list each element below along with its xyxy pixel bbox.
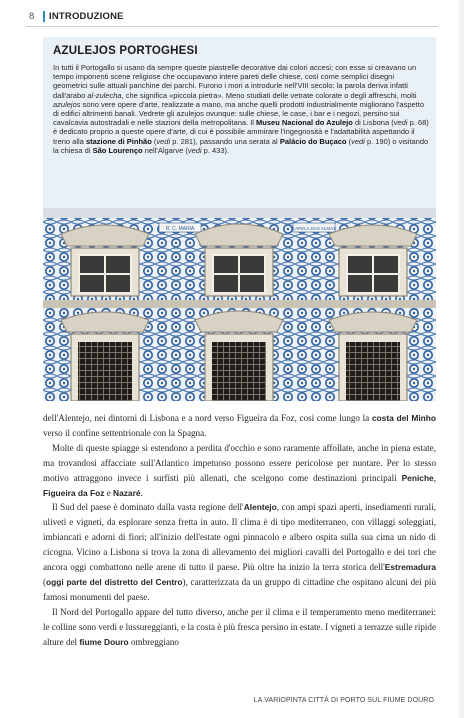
paragraph-2: Molte di queste spiagge si estendono a perdita d'occhio e sono raramente affollate, anche in piena estate, ma trovandosi affacciate sull'Atlantico impetuoso possono essere pericolose per nuotare. Per lo stesso motivo attraggono invece i surfisti più allenati, che scelgono come destinazioni principali Peniche, Figueira da Foz e Nazaré. xyxy=(43,442,436,498)
section-title: INTRODUZIONE xyxy=(43,11,124,22)
plaque-left xyxy=(159,223,201,232)
page-number: 8 xyxy=(29,11,35,22)
upper-window-center xyxy=(195,224,283,296)
paragraph-3: Il Sud del paese è dominato dalla vasta regione dell'Alentejo, con ampi spazi aperti, insediamenti rurali, uliveti e vigneti, da esplorare senza fretta in auto. Il clima è di tipo mediterraneo, con villaggi soleggiati, imbiancati e adorni di fiori; all'inizio dell'estate ogni pinnacolo e albero ospita sulla sua cima un nido di cicogna. Vicino a Lisbona si trova la zona di allevamento dei migliori cavalli del Portogallo e dei tori che ancora oggi combattono nelle arene di tutto il paese. Più oltre ha inizio la terra storica dell'Estremadura (oggi parte del distretto del Centro), caratterizzata da un gruppo di cittadine che ospitano alcuni dei più famosi monumenti del paese. xyxy=(43,502,436,602)
sidebar-title: AZULEJOS PORTOGHESI xyxy=(53,45,198,57)
link-pinhao: stazione di Pinhão xyxy=(85,136,152,146)
upper-window-left xyxy=(61,225,149,296)
azulejo-facade-photo xyxy=(43,208,436,401)
upper-window-right xyxy=(329,225,417,296)
sidebar-text: In tutti il Portogallo si usano da sempre queste piastrelle decorative dai colori accesi; con esse si creavano un tempo imponenti scene religiose che occupavano intere pareti delle chiese, così come semplici disegni geometrici sulle attuali panchine dei parchi. Furono i mori a introdurle nell'VIII secolo: la parola deriva infatti dall'arabo al-zulecha, che significa «piccola pietra». Meno studiati delle vetrate colorate o degli affreschi, molti azulejos sono vere opere d'arte, realizzate a mano, ma anche quelli prodotti industrialmente migliorano l'aspetto di edifici altrimenti banali. Vedrete gli azulejos ovunque: sulle chiese, le case, i bar e i negozi, persino sui cavalcavia autostradali e nelle stazioni della metropolitana. Il Museu Nacional do Azulejo di Lisbona (vedi p. 68) è dedicato proprio a queste opere d'arte, di cui è possibile ammirare l'ingegnosità e l'adattabilità aspettando il treno alla stazione di Pinhão (vedi p. 281), passando una serata al Palácio do Buçaco (vedi p. 190) o visitando la chiesa di São Lourenço nell'Algarve (vedi p. 433). xyxy=(53,63,429,155)
lower-window-center xyxy=(195,311,283,401)
paragraph-1: dell'Alentejo, nei dintorni di Lisbona e a nord verso Figueira da Foz, così come lungo la costa del Minho verso il confine settentrionale con la Spagna. xyxy=(43,413,436,438)
link-bucaco: Palácio do Buçaco xyxy=(279,136,347,146)
lower-window-right xyxy=(329,312,417,401)
page-header xyxy=(26,10,438,27)
lower-window-left xyxy=(61,312,149,401)
photo-caption: LA VARIOPINTA CITTÀ DI PORTO SUL FIUME DOURO xyxy=(253,697,434,704)
page-edge xyxy=(459,0,464,718)
svg-text:CAPELA DAS ALMAS: CAPELA DAS ALMAS xyxy=(291,226,337,231)
paragraph-4: Il Nord del Portogallo appare del tutto diverso, anche per il clima e il temperamento meno mediterranei: le colline sono verdi e lussureggianti, e la costa è più fresca persino in estate. I vigneti a terrazze sulle ripide alture del fiume Douro ombreggiano xyxy=(43,606,436,647)
svg-text:R. C. MARIA: R. C. MARIA xyxy=(165,226,195,232)
plaque-right xyxy=(292,223,336,232)
link-museu: Museu Nacional do Azulejo xyxy=(256,118,353,128)
body-text xyxy=(43,411,436,650)
link-sao-lourenco: São Lourenço xyxy=(92,145,143,155)
